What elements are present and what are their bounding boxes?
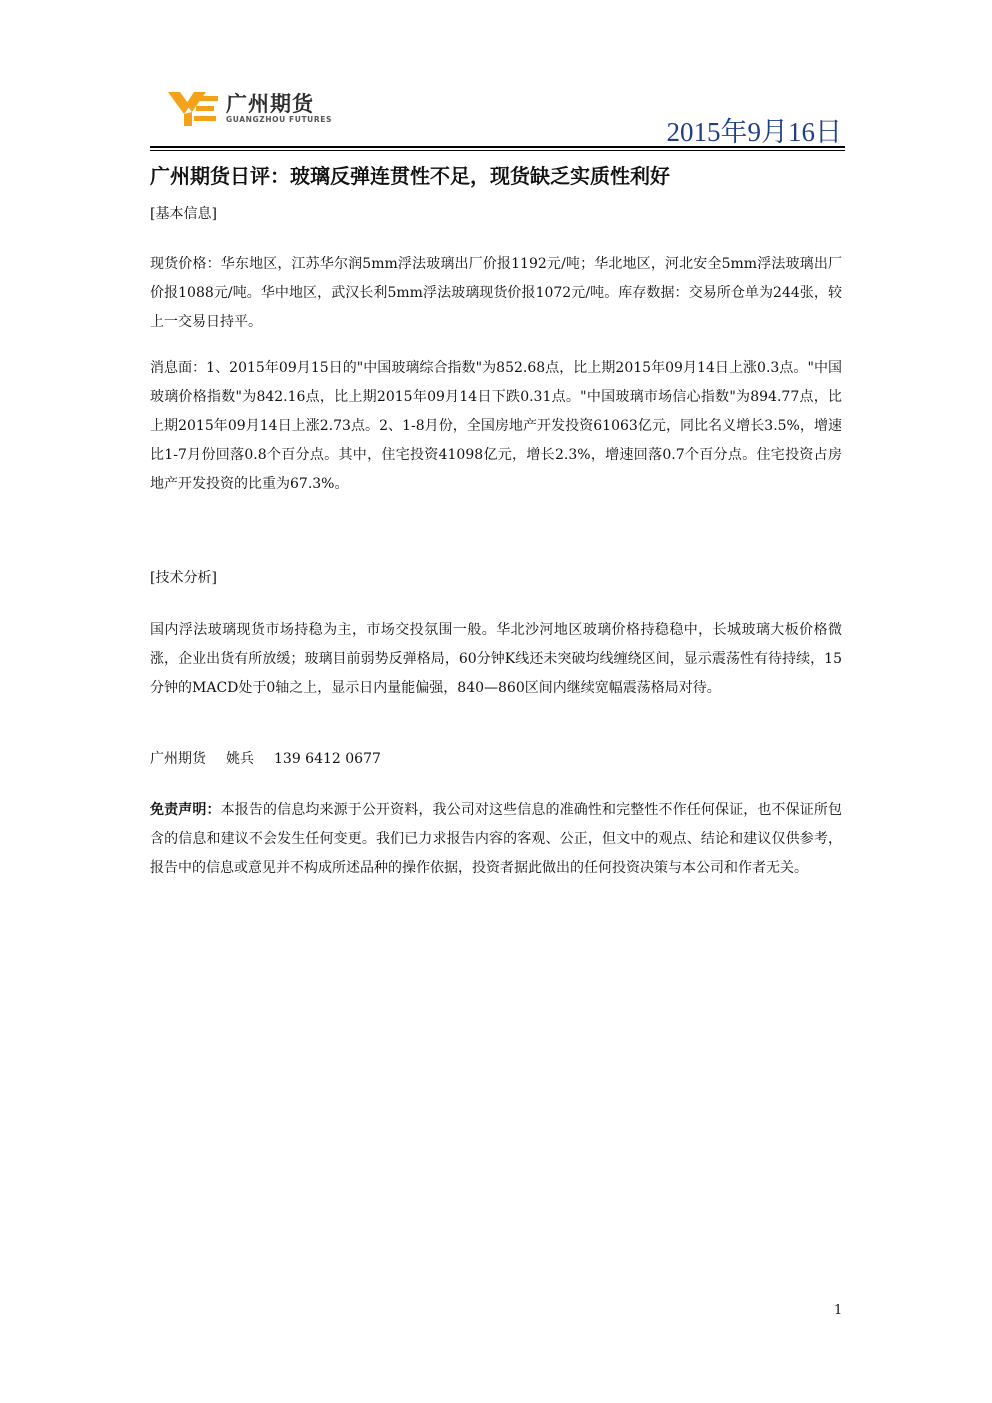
- spot-price-section: [150, 250, 842, 337]
- disclaimer-text: 本报告的信息均来源于公开资料，我公司对这些信息的准确性和完整性不作任何保证，也不保证所包含的信息和建议不会发生任何变更。我们已力求报告内容的客观、公正，但文中的观点、结论和建议仅供参考，报告中的信息或意见并不构成所述品种的操作依据，投资者据此做出的任何投资决策与本公司和作者无关。: [150, 802, 842, 876]
- contact-company: 广州期货: [150, 751, 206, 767]
- contact-line: [150, 745, 842, 774]
- contact-analyst: 姚兵: [226, 751, 254, 767]
- page-number: 1: [834, 1303, 843, 1318]
- spot-price-paragraph: 现货价格：华东地区，江苏华尔润5mm浮法玻璃出厂价报1192元/吨；华北地区，河北安全5mm浮法玻璃出厂价报1088元/吨。华中地区，武汉长利5mm浮法玻璃现货价报1072元/吨。库存数据：交易所仓单为244张，较上一交易日持平。: [150, 256, 842, 330]
- report-title: 广州期货日评：玻璃反弹连贯性不足，现货缺乏实质性利好: [150, 164, 670, 188]
- logo-english-name: GUANGZHOU FUTURES: [226, 115, 332, 124]
- disclaimer-label: 免责声明：: [150, 802, 221, 818]
- tech-label-block: [150, 564, 842, 593]
- logo-chinese-name: 广州期货: [226, 92, 314, 116]
- logo-mark-icon: [168, 88, 220, 128]
- basic-info-label-block: [150, 200, 842, 229]
- basic-info-label: [基本信息]: [150, 206, 217, 222]
- contact-phone: 139 6412 0677: [274, 751, 381, 767]
- disclaimer-paragraph: [150, 796, 842, 883]
- tech-analysis-label: [技术分析]: [150, 570, 217, 586]
- tech-analysis-section: [150, 616, 842, 703]
- news-paragraph: 消息面：1、2015年09月15日的"中国玻璃综合指数"为852.68点，比上期2015年09月14日上涨0.3点。"中国玻璃价格指数"为842.16点，比上期2015年09月14日下跌0.31点。"中国玻璃市场信心指数"为894.77点，比上期2015年09月14日上涨2.73点。2、1-8月份，全国房地产开发投资61063亿元，同比名义增长3.5%，增速比1-7月份回落0.8个百分点。其中，住宅投资41098亿元，增长2.3%，增速回落0.7个百分点。住宅投资占房地产开发投资的比重为67.3%。: [150, 360, 842, 492]
- news-section: [150, 354, 842, 499]
- report-date: 2015年9月16日: [666, 117, 842, 147]
- header-divider: [150, 146, 845, 148]
- company-logo: [168, 88, 348, 128]
- header-divider-thin: [150, 150, 845, 151]
- tech-analysis-paragraph: 国内浮法玻璃现货市场持稳为主，市场交投氛围一般。华北沙河地区玻璃价格持稳稳中，长城玻璃大板价格微涨，企业出货有所放缓；玻璃目前弱势反弹格局，60分钟K线还未突破均线缠绕区间，显示震荡性有待持续，15分钟的MACD处于0轴之上，显示日内量能偏强，840—860区间内继续宽幅震荡格局对待。: [150, 622, 842, 696]
- disclaimer-section: [150, 796, 842, 883]
